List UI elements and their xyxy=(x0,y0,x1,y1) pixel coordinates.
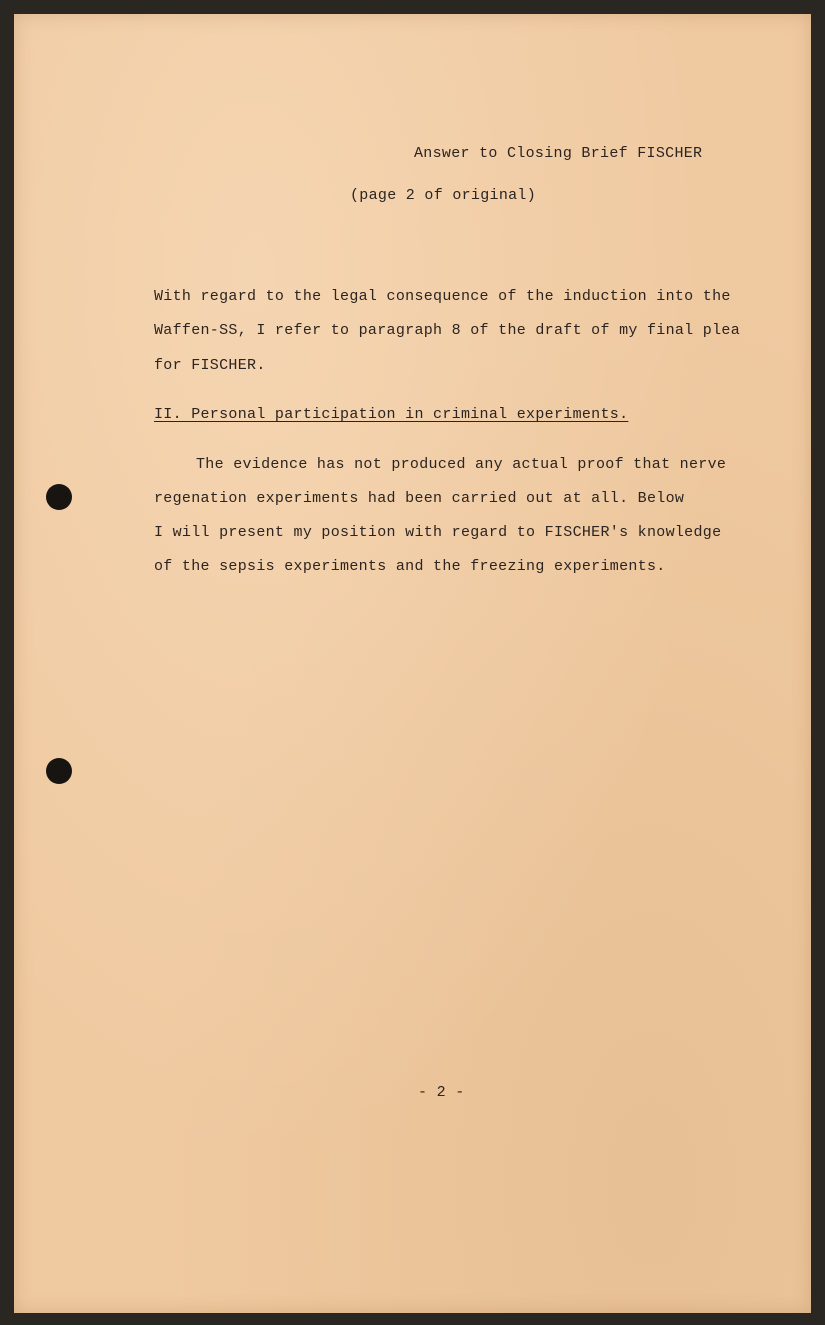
punch-hole-bottom xyxy=(46,758,72,784)
paragraph-1-line-3: for FISCHER. xyxy=(154,357,266,374)
paragraph-1-line-2: Waffen-SS, I refer to paragraph 8 of the draft of my final plea xyxy=(154,322,740,339)
header-subtitle: (page 2 of original) xyxy=(350,187,537,204)
paragraph-2-line-3: I will present my position with regard to FISCHER's knowledge xyxy=(154,524,722,541)
paragraph-2-line-4: of the sepsis experiments and the freezing experiments. xyxy=(154,558,666,575)
punch-hole-top xyxy=(46,484,72,510)
section-heading: II. Personal participation in criminal experiments. xyxy=(154,406,629,423)
paragraph-1-line-1: With regard to the legal consequence of the induction into the xyxy=(154,288,731,305)
paragraph-2-line-1: The evidence has not produced any actual proof that nerve xyxy=(196,456,727,473)
header-title: Answer to Closing Brief FISCHER xyxy=(414,145,703,162)
page-number: - 2 - xyxy=(418,1084,465,1101)
document-page xyxy=(14,14,811,1313)
paragraph-2-line-2: regenation experiments had been carried out at all. Below xyxy=(154,490,685,507)
